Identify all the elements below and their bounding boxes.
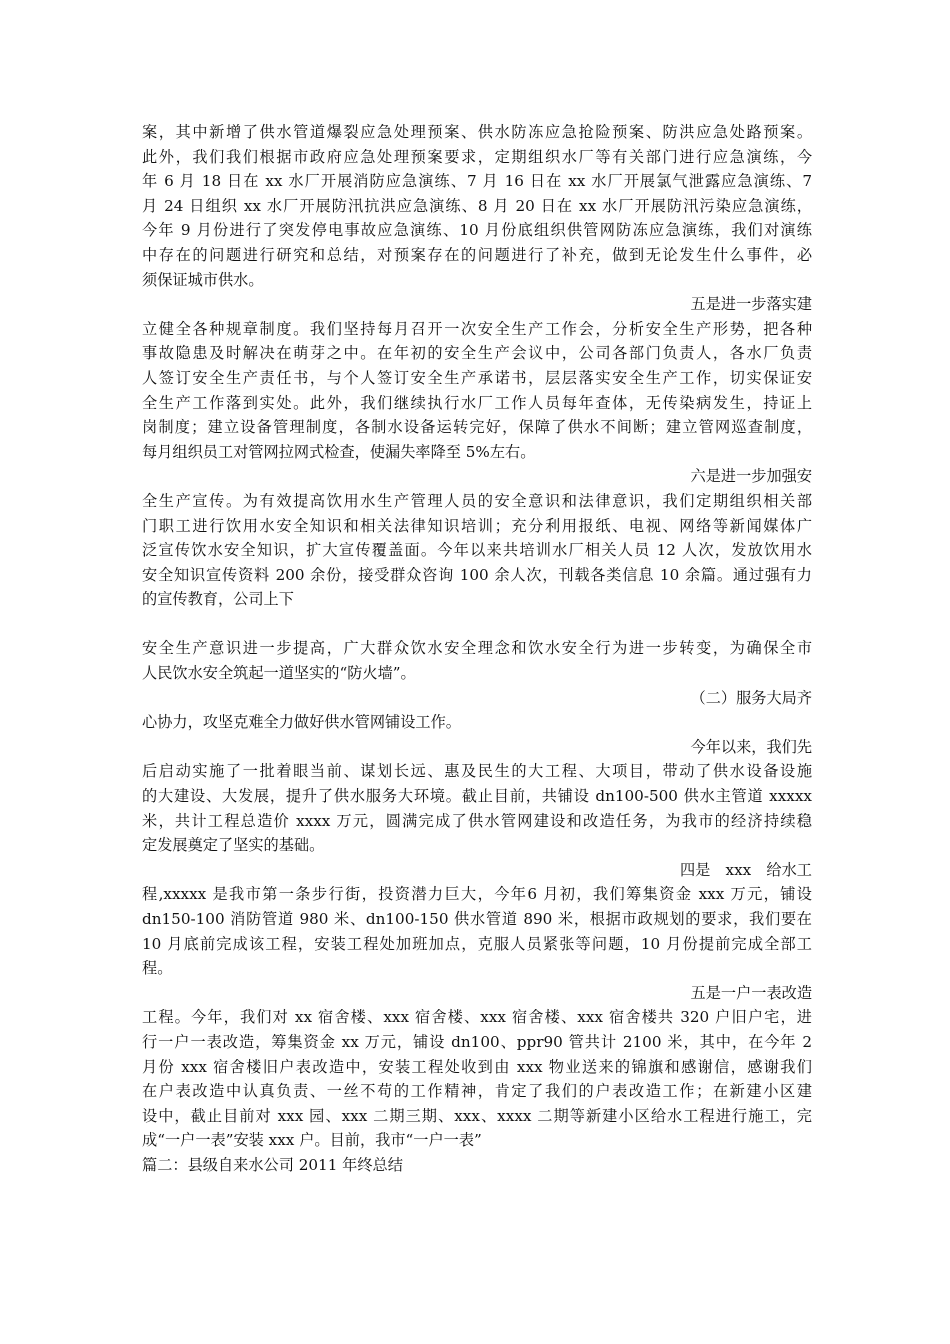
text-line: 设中，截止目前对 xxx 园、xxx 二期三期、xxx、xxxx 二期等新建小区给水工程进行施工，完: [142, 1106, 812, 1125]
document-page: [142, 120, 812, 1178]
text-line: 立健全各种规章制度。我们坚持每月召开一次安全生产工作会，分析安全生产形势，把各种: [142, 319, 812, 338]
text-line: 的大建设、大发展，提升了供水服务大环境。截止目前，共铺设 dn100-500 供水主管道 xxxxx: [142, 787, 812, 806]
text-line: 心协力，攻坚克难全力做好供水管网铺设工作。: [142, 713, 461, 732]
text-line: 成“一户一表”安装 xxx 户。目前，我市“一户一表”: [142, 1131, 482, 1150]
text-line: 工程。今年，我们对 xx 宿舍楼、xxx 宿舍楼、xxx 宿舍楼、xxx 宿舍楼共 320 户旧户宅，进: [142, 1008, 812, 1027]
text-line: 10 月底前完成该工程，安装工程处加班加点，克服人员紧张等问题，10 月份提前完成全部工: [142, 934, 812, 953]
text-line: 中存在的问题进行研究和总结，对预案存在的问题进行了补充，做到无论发生什么事件，必: [142, 245, 812, 264]
text-line: 全生产宣传。为有效提高饮用水生产管理人员的安全意识和法律意识，我们定期组织相关部: [142, 491, 812, 510]
text-line: 每月组织员工对管网拉网式检查，使漏失率降至 5%左右。: [142, 442, 536, 461]
text-line: 此外，我们我们根据市政府应急处理预案要求，定期组织水厂等有关部门进行应急演练，今: [142, 147, 812, 166]
text-line: dn150-100 消防管道 980 米、dn100-150 供水管道 890 米，根据市政规划的要求，我们要在: [142, 910, 812, 928]
section-heading-line: 今年以来，我们先: [690, 737, 812, 756]
section-heading-line: 五是进一步落实建: [690, 295, 812, 314]
text-line: 事故隐患及时解决在萌芽之中。在年初的安全生产会议中，公司各部门负责人，各水厂负责: [142, 344, 812, 363]
section-heading-line: 四是 xxx 给水工: [679, 860, 812, 879]
text-line: 今年 9 月份进行了突发停电事故应急演练、10 月份底组织供管网防冻应急演练，我们对演练: [142, 221, 812, 240]
text-line: 安全知识宣传资料 200 余份，接受群众咨询 100 余人次，刊载各类信息 10 余篇。通过强有力: [142, 565, 812, 584]
text-line: 岗制度；建立设备管理制度，各制水设备运转完好，保障了供水不间断；建立管网巡查制度，: [142, 418, 812, 437]
text-line: 在户表改造中认真负责、一丝不苟的工作精神，肯定了我们的户表改造工作；在新建小区建: [142, 1082, 812, 1101]
text-line: 行一户一表改造，筹集资金 xx 万元，铺设 dn100、ppr90 管共计 2100 米，其中，在今年 2: [142, 1032, 812, 1051]
paragraph-gap: [142, 612, 812, 637]
text-line: 人民饮水安全筑起一道坚实的“防火墙”。: [142, 664, 416, 683]
section-heading-line: （二）服务大局齐: [690, 688, 812, 707]
text-line: 安全生产意识进一步提高，广大群众饮水安全理念和饮水安全行为进一步转变，为确保全市: [142, 639, 812, 658]
text-line: 全生产工作落到实处。此外，我们继续执行水厂工作人员每年查体，无传染病发生，持证上: [142, 393, 812, 412]
text-line: 须保证城市供水。: [142, 270, 264, 289]
text-line: 案，其中新增了供水管道爆裂应急处理预案、供水防冻应急抢险预案、防洪应急处路预案。: [142, 123, 812, 141]
text-line: 程。: [142, 959, 173, 978]
text-line: 人签订安全生产责任书，与个人签订安全生产承诺书，层层落实安全生产工作，切实保证安: [142, 368, 812, 387]
section-heading-line: 五是一户一表改造: [690, 983, 812, 1002]
text-line: 门职工进行饮用水安全知识和相关法律知识培训；充分利用报纸、电视、网络等新闻媒体广: [142, 516, 812, 535]
text-line: 月份 xxx 宿舍楼旧户表改造中，安装工程处收到由 xxx 物业送来的锦旗和感谢信，感谢我们: [142, 1057, 812, 1076]
text-line: 后启动实施了一批着眼当前、谋划长远、惠及民生的大工程、大项目，带动了供水设备设施: [142, 762, 812, 781]
text-line: 程,xxxxx 是我市第一条步行街，投资潜力巨大，今年6 月初，我们筹集资金 xxx 万元，铺设: [142, 885, 812, 904]
text-line: 的宣传教育，公司上下: [142, 590, 294, 609]
article-title-line: 篇二：县级自来水公司 2011 年终总结: [142, 1155, 403, 1174]
text-line: 年 6 月 18 日在 xx 水厂开展消防应急演练、7 月 16 日在 xx 水厂开展氯气泄露应急演练、7: [142, 172, 812, 191]
text-line: 米，共计工程总造价 xxxx 万元，圆满完成了供水管网建设和改造任务，为我市的经济持续稳: [142, 811, 812, 830]
text-line: 泛宣传饮水安全知识，扩大宣传覆盖面。今年以来共培训水厂相关人员 12 人次，发放饮用水: [142, 541, 812, 560]
section-heading-line: 六是进一步加强安: [690, 467, 812, 486]
text-line: 定发展奠定了坚实的基础。: [142, 836, 325, 855]
text-line: 月 24 日组织 xx 水厂开展防汛抗洪应急演练、8 月 20 日在 xx 水厂开展防汛污染应急演练，: [142, 196, 812, 215]
